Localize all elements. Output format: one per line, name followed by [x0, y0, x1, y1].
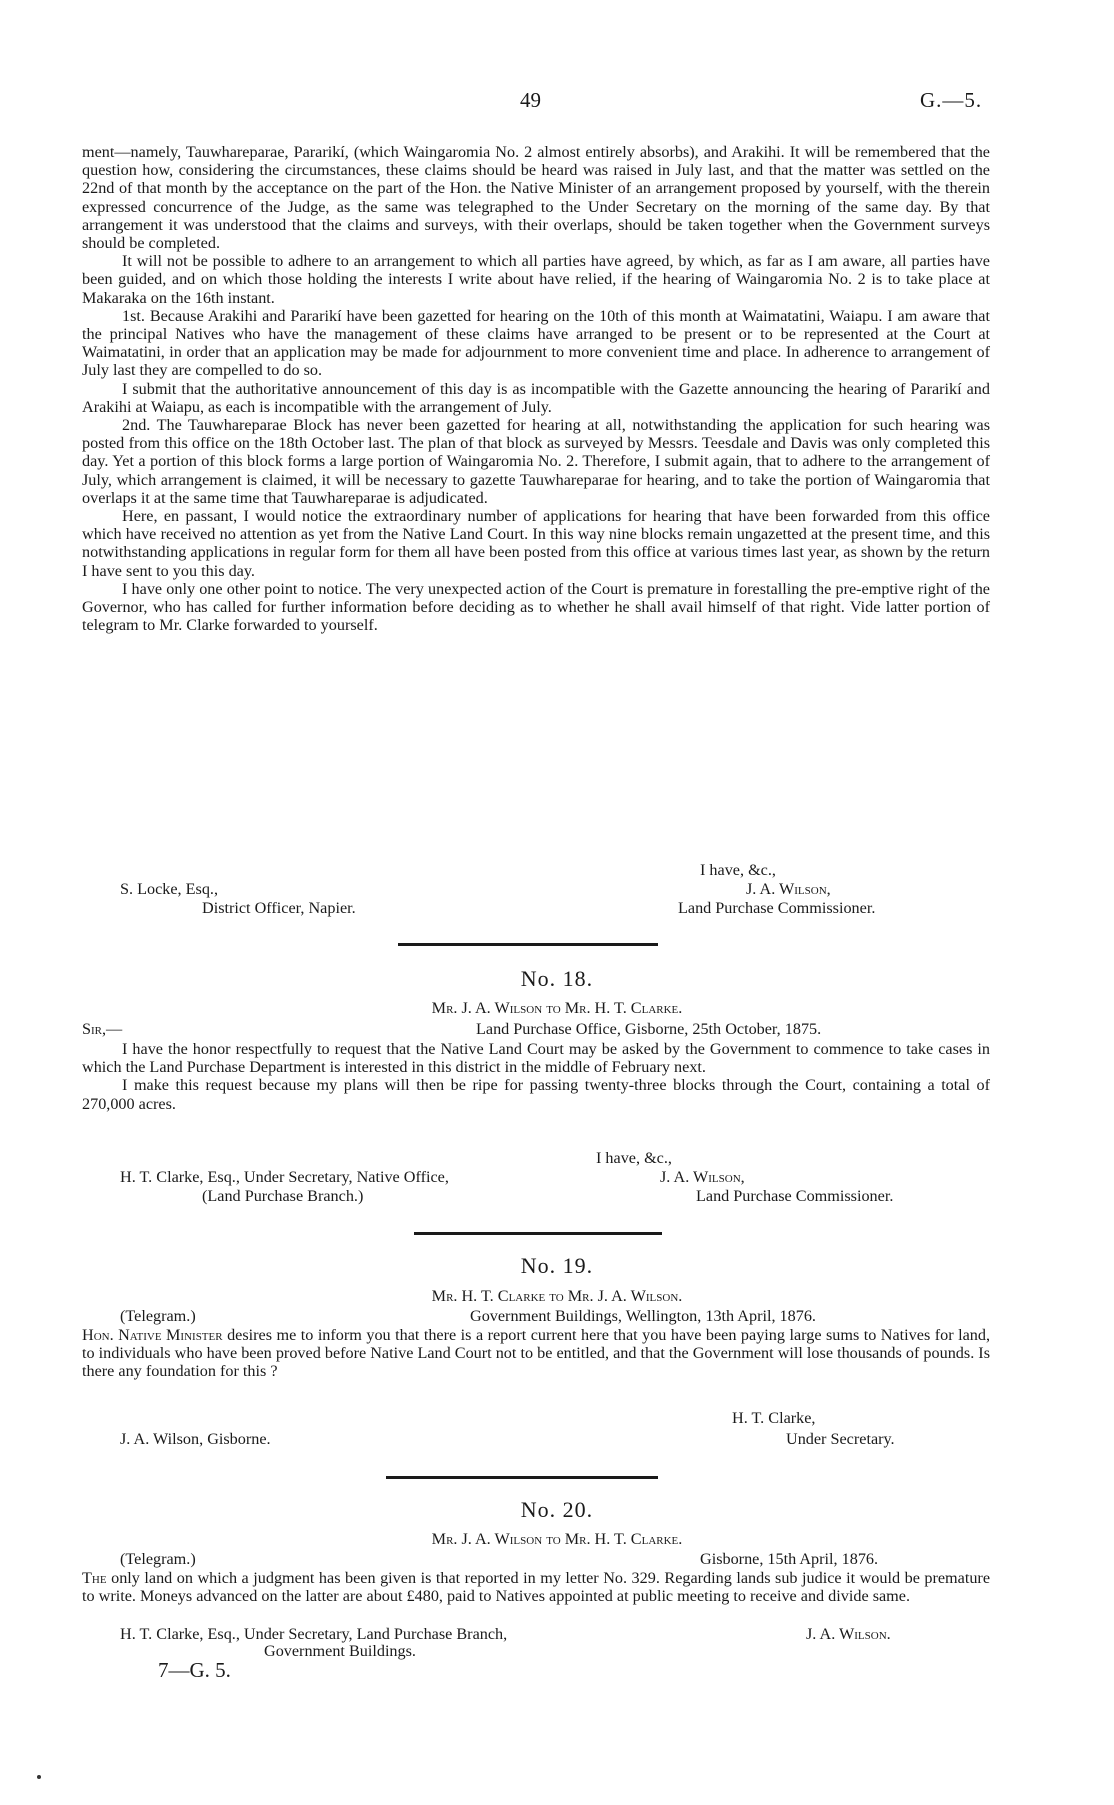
paragraph: I make this request because my plans will then be ripe for passing twenty-three blocks through the Court, containing a total of 270,000 acres.	[82, 1076, 990, 1113]
letter-number: No. 19.	[520, 1253, 594, 1278]
addressee-line: H. T. Clarke, Esq., Under Secretary, Native Office,	[120, 1168, 449, 1186]
signer-title: Land Purchase Commissioner.	[678, 899, 876, 917]
telegram-label: (Telegram.)	[120, 1550, 196, 1568]
paragraph: only land on which a judgment has been given is that reported in my letter No. 329. Regarding lands sub judice it would be premature to write. Moneys advanced on the latter are about £480, paid to Natives appointed at public meeting to receive and divide same.	[82, 1569, 991, 1606]
paragraph: It will not be possible to adhere to an arrangement to which all parties have agreed, by which, as far as I am aware, all parties have been guided, and on which those holding the interests I write about have relied, if the hearing of Waingaromia No. 2 is to take place at Makaraka on the 16th instant.	[82, 252, 990, 307]
paragraph: I have the honor respectfully to request that the Native Land Court may be asked by the Government to commence to take cases in which the Land Purchase Department is interested in this district in the middle of February next.	[82, 1040, 990, 1077]
letter-parties: Mr. H. T. Clarke to Mr. J. A. Wilson.	[431, 1287, 683, 1305]
salutation: Sir,—	[82, 1020, 123, 1038]
section-divider	[386, 1476, 658, 1479]
telegram-label: (Telegram.)	[120, 1307, 196, 1325]
letter-parties: Mr. J. A. Wilson to Mr. H. T. Clarke.	[431, 999, 683, 1017]
location-date: Government Buildings, Wellington, 13th April, 1876.	[470, 1307, 816, 1325]
closing: I have, &c.,	[700, 861, 776, 879]
section-divider	[414, 1232, 662, 1235]
page-speck	[37, 1775, 41, 1779]
addressee-line: H. T. Clarke, Esq., Under Secretary, Land Purchase Branch,	[120, 1625, 508, 1643]
signer-name: J. A. Wilson,	[660, 1168, 745, 1186]
letter-number: No. 18.	[520, 966, 594, 991]
location-date: Land Purchase Office, Gisborne, 25th October, 1875.	[476, 1020, 822, 1038]
page-number: 49	[520, 88, 541, 112]
signer-name: J. A. Wilson.	[806, 1625, 891, 1643]
section-divider	[398, 943, 658, 946]
paragraph: I submit that the authoritative announcement of this day is as incompatible with the Gazette announcing the hearing of Pararikí and Arakihi at Waiapu, as each is incompatible with the arrangement of July.	[82, 379, 990, 416]
lead-words: The	[82, 1569, 107, 1587]
paragraph: 2nd. The Tauwhareparae Block has never been gazetted for hearing at all, notwithstanding the application for such hearing was posted from this office on the 18th October last. The plan of that block as surveyed by Messrs. Teesdale and Davis was only completed this day. Yet a portion of this block forms a large portion of Waingaromia No. 2. Therefore, I submit again, that to adhere to the arrangement of July, which arrangement is claimed, it will be necessary to gazette Tauwhareparae for hearing, and to take the portion of Waingaromia that overlaps it at the same time that Tauwhareparae is adjudicated.	[82, 416, 990, 507]
signer-title: Under Secretary.	[786, 1430, 895, 1448]
signature-mark: 7—G. 5.	[158, 1658, 231, 1682]
addressee-line: Government Buildings.	[264, 1642, 416, 1660]
paragraph: desires me to inform you that there is a report current here that you have been paying large sums to Natives for land, to individuals who have been proved before Native Land Court not to be entitled, and that the Government will lose thousands of pounds. Is there any foundation for this ?	[82, 1326, 990, 1381]
letter-number: No. 20.	[520, 1497, 594, 1522]
signer-name: J. A. Wilson,	[746, 880, 831, 898]
letter19-body	[82, 1326, 990, 1381]
addressee-name: S. Locke, Esq.,	[120, 880, 219, 898]
signer-name: H. T. Clarke,	[732, 1409, 816, 1427]
letter17-body	[82, 143, 990, 634]
addressee-line: (Land Purchase Branch.)	[202, 1187, 364, 1205]
paragraph: Here, en passant, I would notice the extraordinary number of applications for hearing that have been forwarded from this office which have received no attention as yet from the Native Land Court. In this way nine blocks remain ungazetted at the present time, and this notwithstanding applications in regular form for them all have been posted from this office at various times last year, as shown by the return I have sent to you this day.	[82, 507, 990, 580]
lead-words: Hon. Native Minister	[82, 1326, 223, 1344]
letter18-body	[82, 1040, 990, 1113]
paragraph: I have only one other point to notice. The very unexpected action of the Court is premature in forestalling the pre-emptive right of the Governor, who has called for further information before deciding as to whether he shall avail himself of that right. Vide latter portion of telegram to Mr. Clarke forwarded to yourself.	[82, 579, 990, 635]
addressee: J. A. Wilson, Gisborne.	[120, 1430, 271, 1448]
paper-reference: G.—5.	[920, 88, 983, 112]
closing: I have, &c.,	[596, 1149, 672, 1167]
signer-title: Land Purchase Commissioner.	[696, 1187, 894, 1205]
paragraph: 1st. Because Arakihi and Pararikí have been gazetted for hearing on the 10th of this month at Waimatatini, Waiapu. I am aware that the principal Natives who have the management of these claims have arranged to be present or to be represented at the Court at Waimatatini, in order that an application may be made for adjournment to more convenient time and place. In adherence to arrangement of July last they are compelled to do so.	[82, 306, 990, 380]
location-date: Gisborne, 15th April, 1876.	[700, 1550, 879, 1568]
letter-parties: Mr. J. A. Wilson to Mr. H. T. Clarke.	[431, 1530, 683, 1548]
letter20-body	[82, 1569, 990, 1605]
addressee-title: District Officer, Napier.	[202, 899, 356, 917]
paragraph: ment—namely, Tauwhareparae, Pararikí, (which Waingaromia No. 2 almost entirely absorbs), and Arakihi. It will be remembered that the question how, considering the circumstances, these claims should be heard was raised in July last, and that the matter was settled on the 22nd of that month by the acceptance on the part of the Hon. the Native Minister of an arrangement proposed by yourself, with the therein expressed concurrence of the Judge, as the same was telegraphed to the Under Secretary on the morning of the same day. By that arrangement it was understood that the claims and surveys, with their overlaps, should be taken together when the Government surveys should be completed.	[82, 143, 990, 253]
